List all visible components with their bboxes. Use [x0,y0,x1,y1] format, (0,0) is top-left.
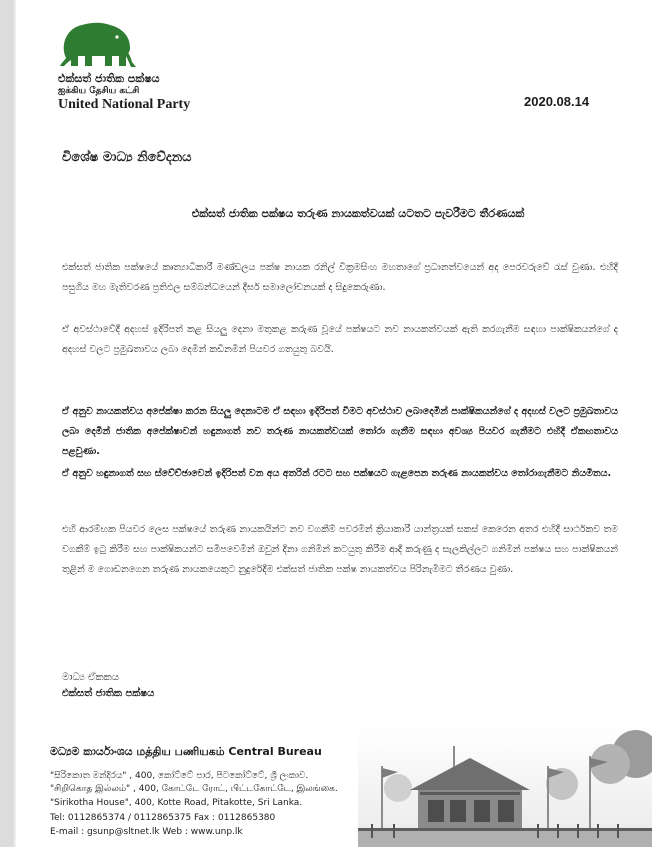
scan-edge-highlight [14,0,16,847]
paragraph-5: එහි ආරම්භක පියවර ලෙස පක්ෂයේ තරුණ නායකයින්ට නව වගකීම් පවරමින් ක්‍රියාකාරී යාන්ත්‍රයක් සකස් කෙරෙන අතර එහිදී සාර්ථකව තම වගකීම් ඉටු කිරීම සහ පාක්ෂිකයන්ට සමීපවෙමින් ඔවුන් දිනා ගනිමින් කටයුතු කිරීම ආදී කරුණු ද සැලකිල්ලට ගනිමින් පක්ෂය සහ පාක්ෂිකයන් තුළින් ම ගොඩනගෙන තරුණ නායකයෙකුට නුදුරේදීම එක්සත් ජාතික පක්ෂ නායකත්වය පිරිනැමීමට තීරණය වුණා. [62,524,618,575]
footer-address-sinhala: "සිරිකොත මන්දිරය" , 400, කෝට්ටේ පාර, පිටකෝට්ටේ, ශ්‍රී ලංකාව. [50,771,309,781]
footer-email-web: E-mail : gsunp@sltnet.lk Web : www.unp.lk [50,827,243,837]
elephant-icon [56,20,140,70]
signature-unit: මාධ්‍ය ඒකකය [62,672,119,683]
paragraph-3: ඒ අනුව නායකත්වය අපේක්ෂා කරන සියලු දෙනාටම ඒ සඳහා ඉදිරිපත් වීමට අවස්ථාව ලබාදෙමින් පාක්ෂිකයන්ගේ ද අදහස් වලට ප්‍රමුඛතාවය ලබා දෙමින් ජාතික අපේක්ෂාවන් හඳුනාගත් නව තරුණ නායකත්වයක් තෝරා ගැනීම සඳහා අවශ්‍ය පියවර ගැනීමට එහිදී ඒකඟතාවය පළවුණා. [62,406,618,457]
footer-phone: Tel: 0112865374 / 0112865375 Fax : 0112865380 [50,813,276,823]
party-name-english: United National Party [58,97,191,112]
signature-party: එක්සත් ජාතික පක්ෂය [62,688,155,699]
footer-address-english: "Sirikotha House", 400, Kotte Road, Pitakotte, Sri Lanka. [50,798,303,808]
footer-address-tamil: "சிறிகொத இல்லம்" , 400, கோட்டே ரோட், பிட்டகோட்டே, இலங்கை. [50,784,338,794]
document-subtitle: එක්සත් ජාතික පක්ෂය තරුණ නායකත්වයක් යටතට පැවරීමට තීරණයක් [191,207,525,220]
document-date: 2020.08.14 [524,94,590,109]
scan-edge [0,0,14,847]
paragraph-4: ඒ අනුව හඳුනාගත් සහ ස්වේච්ඡාවෙන් ඉදිරිපත් වන අය අතරින් රටට සහ පක්ෂයට ගැළපෙන තරුණ නායකත්වය තෝරාගැනීමට නියමිතය. [62,468,612,479]
document-heading: විශේෂ මාධ්‍ය නිවේදනය [62,150,192,165]
footer-bureau: මධ්‍යම කාර්යාංශය மத்திய பணியகம் Central Bureau [50,745,322,758]
paragraph-1: එක්සත් ජාතික පක්ෂයේ කෘත්‍යාධිකාරී මණ්ඩලය පක්ෂ නායක රනිල් වික්‍රමසිංහ මහතාගේ ප්‍රධානත්වයෙන් අද පෙරවරුවේ රැස් වුණා. එහිදී පසුගිය මහ මැතිවරණ ප්‍රතිඵල සම්බන්ධයෙන් දීර්ඝ සමාලෝචනයක් ද සිදුකෙරුණා. [62,262,618,293]
party-name-sinhala: එක්සත් ජාතික පක්ෂය [58,72,160,85]
paragraph-2: ඒ අවස්ථාවේදී අදහස් ඉදිරිපත් කළ සියලු දෙනා මතුකළ කරුණ වූයේ පක්ෂයට නව නායකත්වයක් ඇති කරගැනීම සඳහා පාක්ෂිකයන්ගේ ද අදහස් වලට ප්‍රමුඛතාවය ලබා දෙමින් කඩිනමින් පියවර ගතයුතු බවයි. [62,324,618,355]
headquarters-photo [358,726,652,847]
party-name-tamil: ஐக்கிய தேசிய கட்சி [58,86,140,96]
